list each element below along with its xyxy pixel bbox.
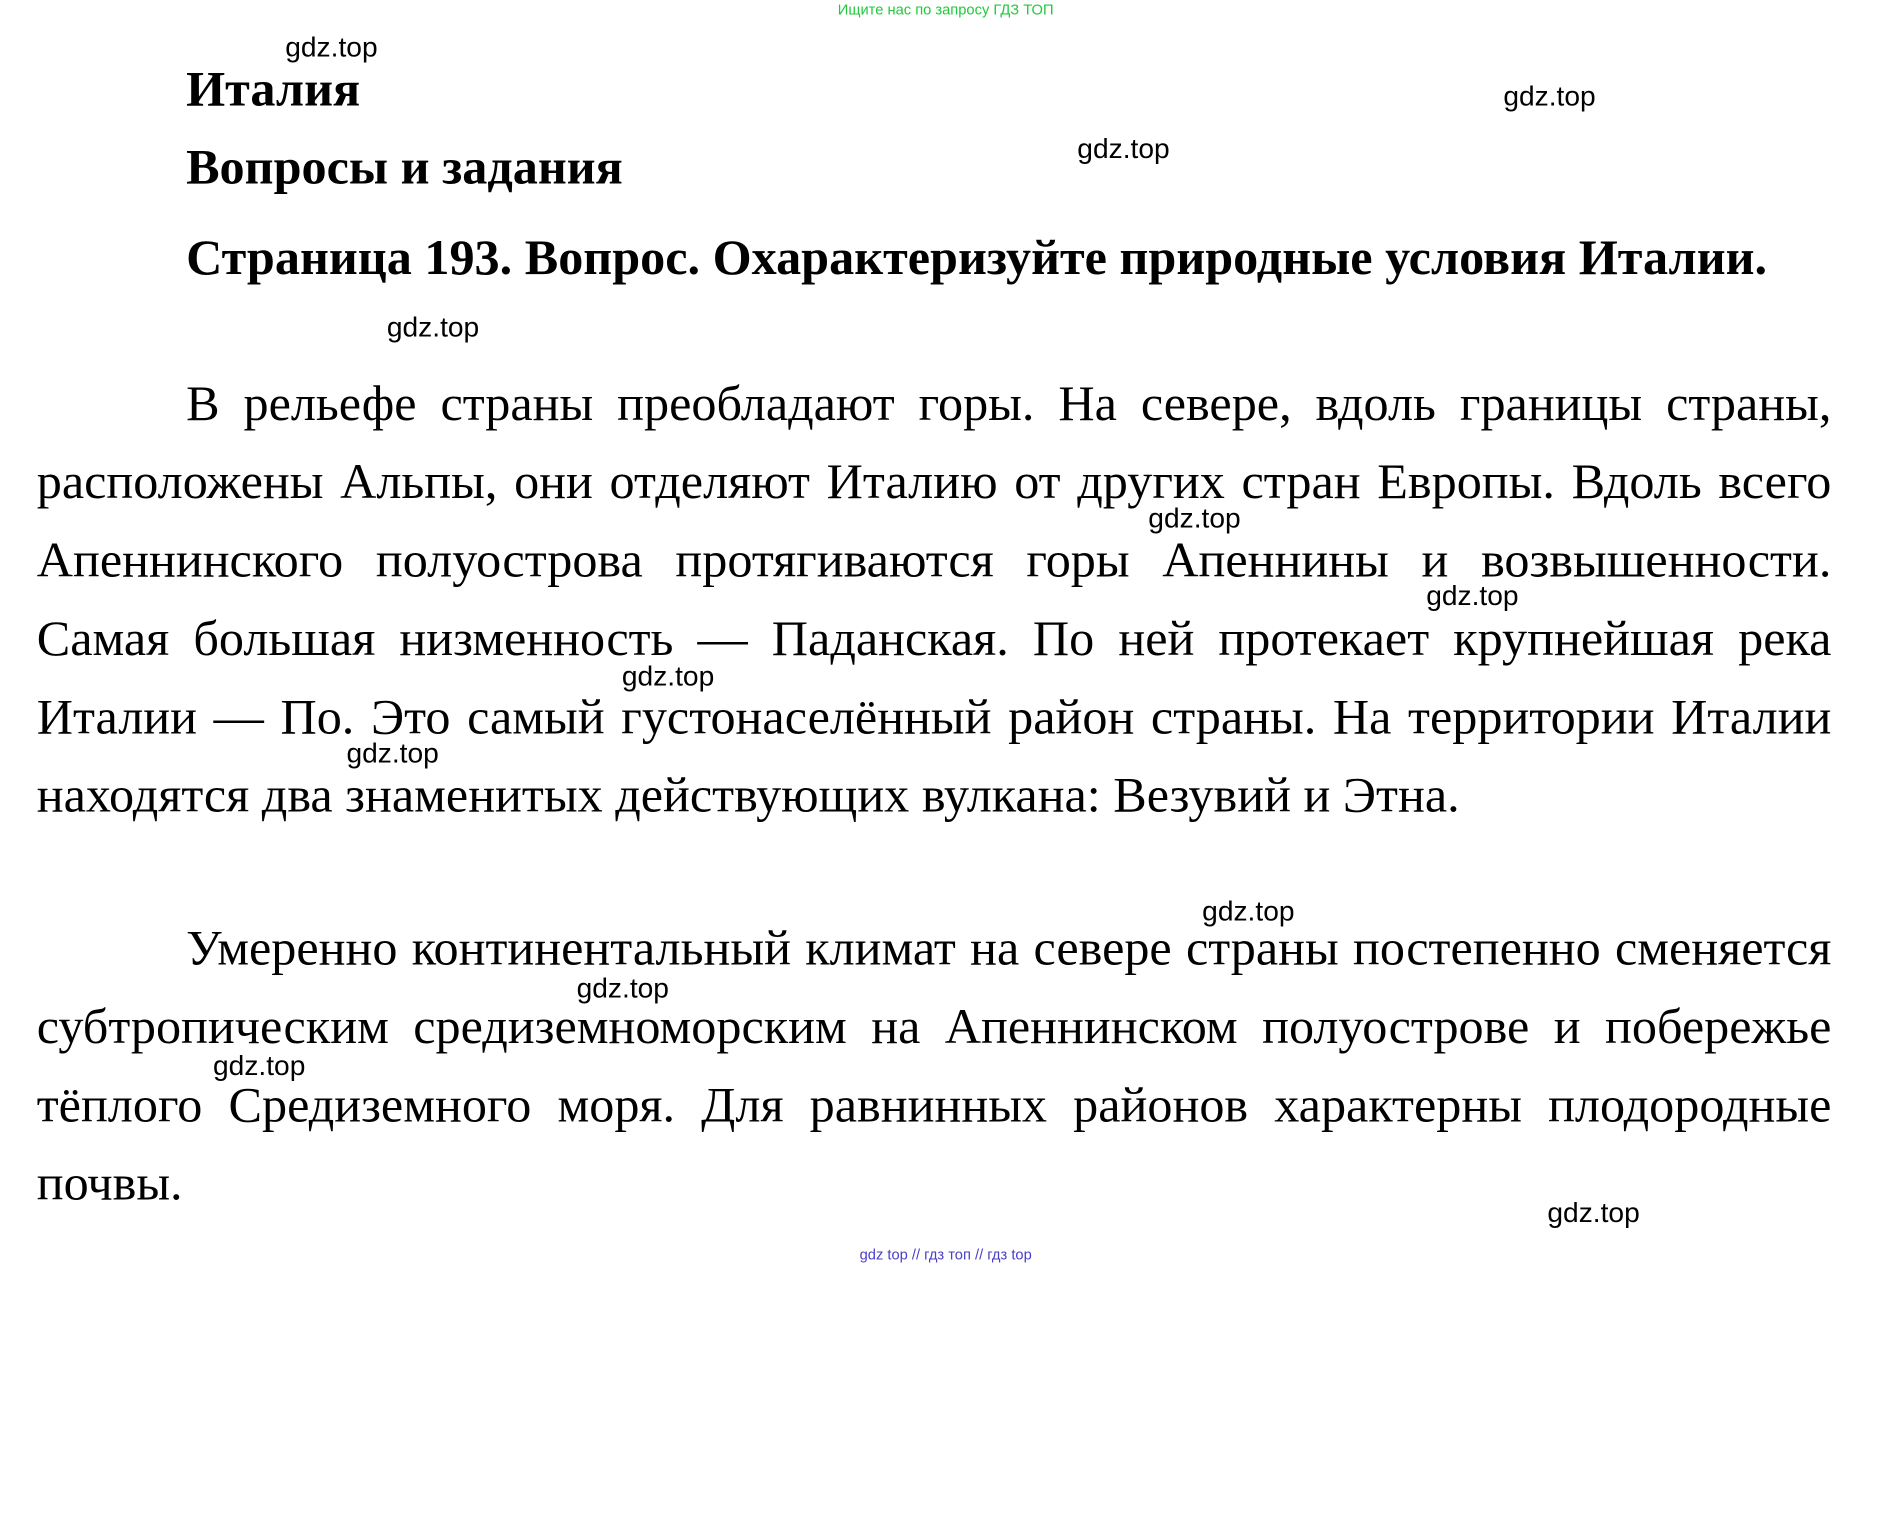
watermark: gdz.top [346, 736, 439, 769]
watermark: gdz.top [285, 30, 378, 63]
bottom-banner[interactable]: gdz top // гдз топ // гдз top [859, 1246, 1032, 1264]
watermark: gdz.top [576, 972, 669, 1004]
watermark: gdz.top [1077, 132, 1170, 165]
watermark: gdz.top [1202, 894, 1295, 927]
answer-paragraph: Умеренно континентальный климат на севере страны постепенно сменяется субтропическим средиземноморским на Апеннинском полуострове и побережье тёплого Средиземного моря. Для равнинных районов характерны плодородные почвы. [36, 919, 1832, 1211]
watermark: gdz.top [1148, 501, 1241, 534]
question-text: Страница 193. Вопрос. Охарактеризуйте природные условия Италии. [186, 228, 1768, 286]
watermark: gdz.top [1547, 1196, 1640, 1228]
watermark: gdz.top [1503, 79, 1596, 112]
watermark: gdz.top [386, 310, 480, 343]
watermark: gdz.top [621, 659, 715, 692]
section-heading: Вопросы и задания [186, 138, 623, 195]
answer-paragraph: В рельефе страны преобладают горы. На севере, вдоль границы страны, расположены Альпы, они отделяют Италию от других стран Европы. Вдоль всего Апеннинского полуострова протягиваются горы Апеннины и возвышенности. Самая большая низменность — Паданская. По ней протекает крупнейшая река Италии — По. Это самый густонаселённый район страны. На территории Италии находятся два знаменитых действующих вулкана: Везувий и Этна. [36, 374, 1832, 823]
watermark: gdz.top [1426, 579, 1519, 611]
top-banner[interactable]: Ищите нас по запросу ГДЗ ТОП [837, 1, 1054, 19]
watermark: gdz.top [213, 1049, 306, 1081]
page-title: Италия [186, 59, 361, 117]
